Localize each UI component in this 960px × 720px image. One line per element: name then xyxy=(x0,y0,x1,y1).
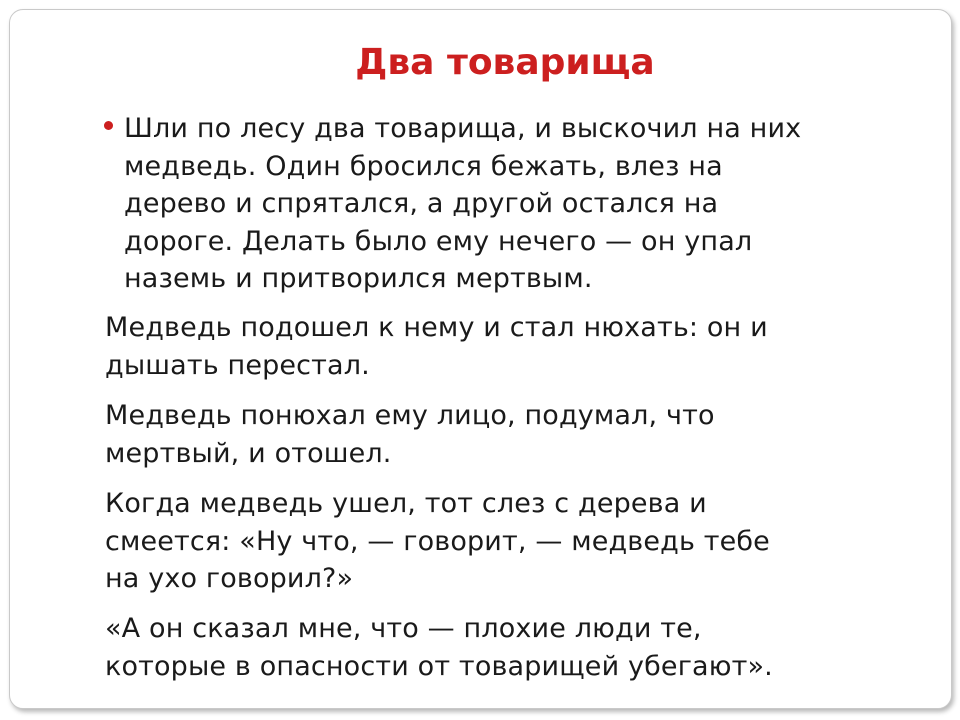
text-line: на ухо говорил?» xyxy=(105,563,354,594)
text-line: Медведь подошел к нему и стал нюхать: он и xyxy=(105,312,768,343)
text-line: Когда медведь ушел, тот слез с дерева и xyxy=(105,488,707,519)
paragraph xyxy=(105,397,715,472)
paragraph xyxy=(105,610,773,685)
text-line: медведь. Один бросился бежать, влез на xyxy=(124,150,723,182)
text-line: смеется: «Ну что, — говорит, — медведь тебе xyxy=(105,525,770,557)
text-line: которые в опасности от товарищей убегают». xyxy=(105,650,773,682)
bullet-dot-icon xyxy=(104,121,113,130)
text-line: мертвый, и отошел. xyxy=(105,437,392,469)
text-line: дерево и спрятался, а другой остался на xyxy=(124,188,719,219)
text-line: наземь и притворился мертвым. xyxy=(124,263,593,294)
bullet-paragraph xyxy=(124,110,801,298)
text-line: дышать перестал. xyxy=(105,349,370,381)
text-line: «А он сказал мне, что — плохие люди те, xyxy=(105,613,702,644)
text-line: дороге. Делать было ему нечего — он упал xyxy=(124,225,753,257)
slide-title: Два товарища xyxy=(355,42,655,83)
text-line: Шли по лесу два товарища, и выскочил на них xyxy=(124,113,802,144)
text-line: Медведь понюхал ему лицо, подумал, что xyxy=(105,400,715,431)
paragraph xyxy=(105,485,770,598)
paragraph xyxy=(105,309,768,384)
